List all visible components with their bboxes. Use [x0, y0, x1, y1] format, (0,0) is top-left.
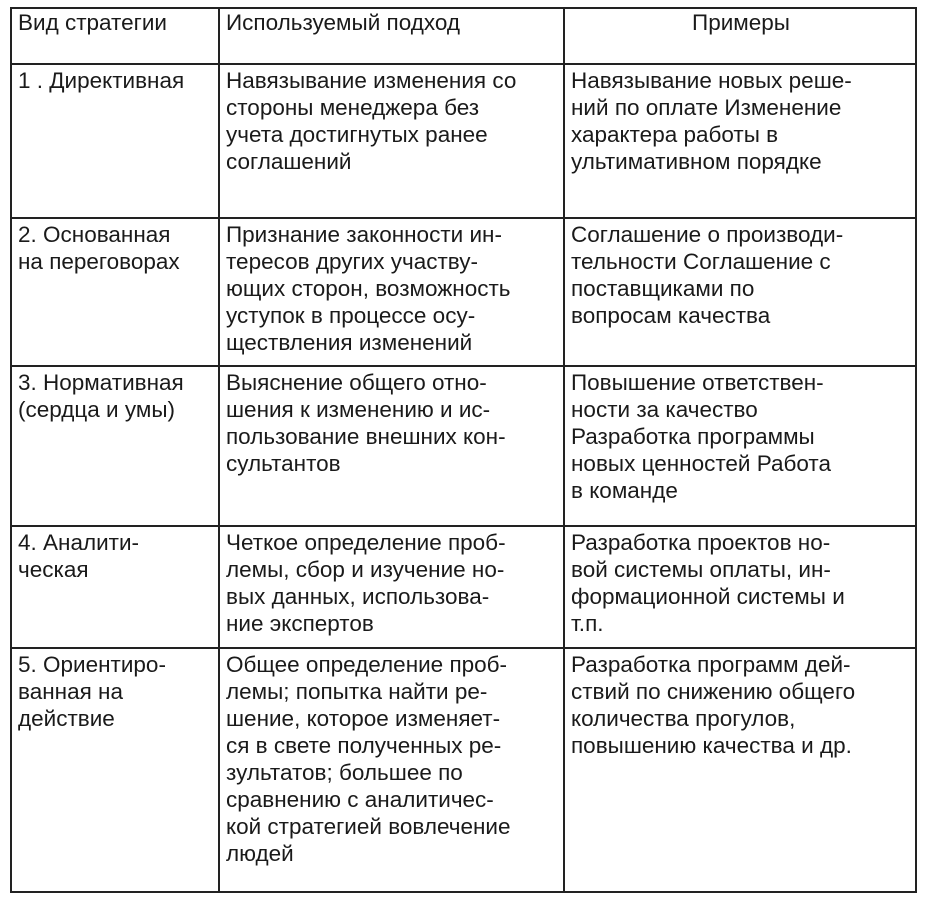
- cell-text-line: действие: [18, 706, 115, 731]
- cell-text-line: ствий по снижению общего: [571, 679, 856, 704]
- cell-text-line: 4. Аналити-: [18, 530, 140, 555]
- cell-text-line: новых ценностей Работа: [571, 451, 831, 476]
- cell-text-line: лемы; попытка найти ре-: [226, 679, 488, 704]
- cell-text-line: Разработка программ дей-: [571, 652, 851, 677]
- strategy-cell: [11, 64, 219, 218]
- cell-text-line: сультантов: [226, 451, 341, 476]
- table-row: [11, 366, 916, 526]
- cell-text-line: ческая: [18, 557, 89, 582]
- cell-text-line: учета достигнутых ранее: [226, 122, 488, 147]
- cell-text-line: кой стратегией вовлечение: [226, 814, 511, 839]
- cell-text-line: сравнению с аналитичес-: [226, 787, 494, 812]
- header-approach: Используемый подход: [219, 8, 564, 64]
- approach-cell: [219, 218, 564, 366]
- cell-text-line: тельности Соглашение с: [571, 249, 831, 274]
- cell-text-line: ние экспертов: [226, 611, 374, 636]
- cell-text-line: ся в свете полученных ре-: [226, 733, 502, 758]
- cell-text-line: ванная на: [18, 679, 123, 704]
- cell-text-line: стороны менеджера без: [226, 95, 480, 120]
- approach-cell: [219, 366, 564, 526]
- cell-text-line: Соглашение о производи-: [571, 222, 844, 247]
- cell-text-line: характера работы в: [571, 122, 779, 147]
- cell-text-line: уступок в процессе осу-: [226, 303, 476, 328]
- cell-text-line: Признание законности ин-: [226, 222, 502, 247]
- strategy-cell: [11, 526, 219, 648]
- cell-text-line: ности за качество: [571, 397, 758, 422]
- cell-text-line: ний по оплате Изменение: [571, 95, 842, 120]
- cell-text-line: 3. Нормативная: [18, 370, 184, 395]
- approach-cell: [219, 526, 564, 648]
- table-row: [11, 64, 916, 218]
- examples-cell: [564, 64, 916, 218]
- strategy-cell: [11, 366, 219, 526]
- cell-text-line: 2. Основанная: [18, 222, 171, 247]
- cell-text-line: ществления изменений: [226, 330, 473, 355]
- cell-text-line: тересов других участву-: [226, 249, 478, 274]
- cell-text-line: формационной системы и: [571, 584, 845, 609]
- cell-text-line: лемы, сбор и изучение но-: [226, 557, 505, 582]
- cell-text-line: Навязывание изменения со: [226, 68, 517, 93]
- cell-text-line: на переговорах: [18, 249, 180, 274]
- cell-text-line: Повышение ответствен-: [571, 370, 824, 395]
- cell-text-line: шения к изменению и ис-: [226, 397, 491, 422]
- cell-text-line: 5. Ориентиро-: [18, 652, 166, 677]
- examples-cell: [564, 526, 916, 648]
- table-row: [11, 648, 916, 892]
- header-strategy-type: Вид стратегии: [11, 8, 219, 64]
- cell-text-line: Выяснение общего отно-: [226, 370, 487, 395]
- cell-text-line: Разработка программы: [571, 424, 815, 449]
- cell-text-line: соглашений: [226, 149, 352, 174]
- examples-cell: [564, 218, 916, 366]
- strategy-cell: [11, 218, 219, 366]
- cell-text-line: пользование внешних кон-: [226, 424, 506, 449]
- cell-text-line: поставщиками по: [571, 276, 755, 301]
- cell-text-line: Разработка проектов но-: [571, 530, 831, 555]
- cell-text-line: т.п.: [571, 611, 604, 636]
- strategy-table: [10, 7, 917, 893]
- cell-text-line: повышению качества и др.: [571, 733, 852, 758]
- cell-text-line: Четкое определение проб-: [226, 530, 506, 555]
- cell-text-line: ющих сторон, возможность: [226, 276, 511, 301]
- cell-text-line: Общее определение проб-: [226, 652, 508, 677]
- cell-text-line: вой системы оплаты, ин-: [571, 557, 831, 582]
- examples-cell: [564, 366, 916, 526]
- table-row: [11, 526, 916, 648]
- cell-text-line: количества прогулов,: [571, 706, 796, 731]
- strategy-cell: [11, 648, 219, 892]
- cell-text-line: 1 . Директивная: [18, 68, 185, 93]
- cell-text-line: шение, которое изменяет-: [226, 706, 501, 731]
- header-examples: Примеры: [564, 8, 916, 64]
- table-row: [11, 218, 916, 366]
- cell-text-line: ультимативном порядке: [571, 149, 822, 174]
- cell-text-line: людей: [226, 841, 294, 866]
- approach-cell: [219, 64, 564, 218]
- cell-text-line: вопросам качества: [571, 303, 771, 328]
- cell-text-line: в команде: [571, 478, 678, 503]
- cell-text-line: Навязывание новых реше-: [571, 68, 852, 93]
- header-row: [11, 8, 916, 64]
- cell-text-line: зультатов; большее по: [226, 760, 463, 785]
- cell-text-line: (сердца и умы): [18, 397, 175, 422]
- approach-cell: [219, 648, 564, 892]
- cell-text-line: вых данных, использова-: [226, 584, 490, 609]
- examples-cell: [564, 648, 916, 892]
